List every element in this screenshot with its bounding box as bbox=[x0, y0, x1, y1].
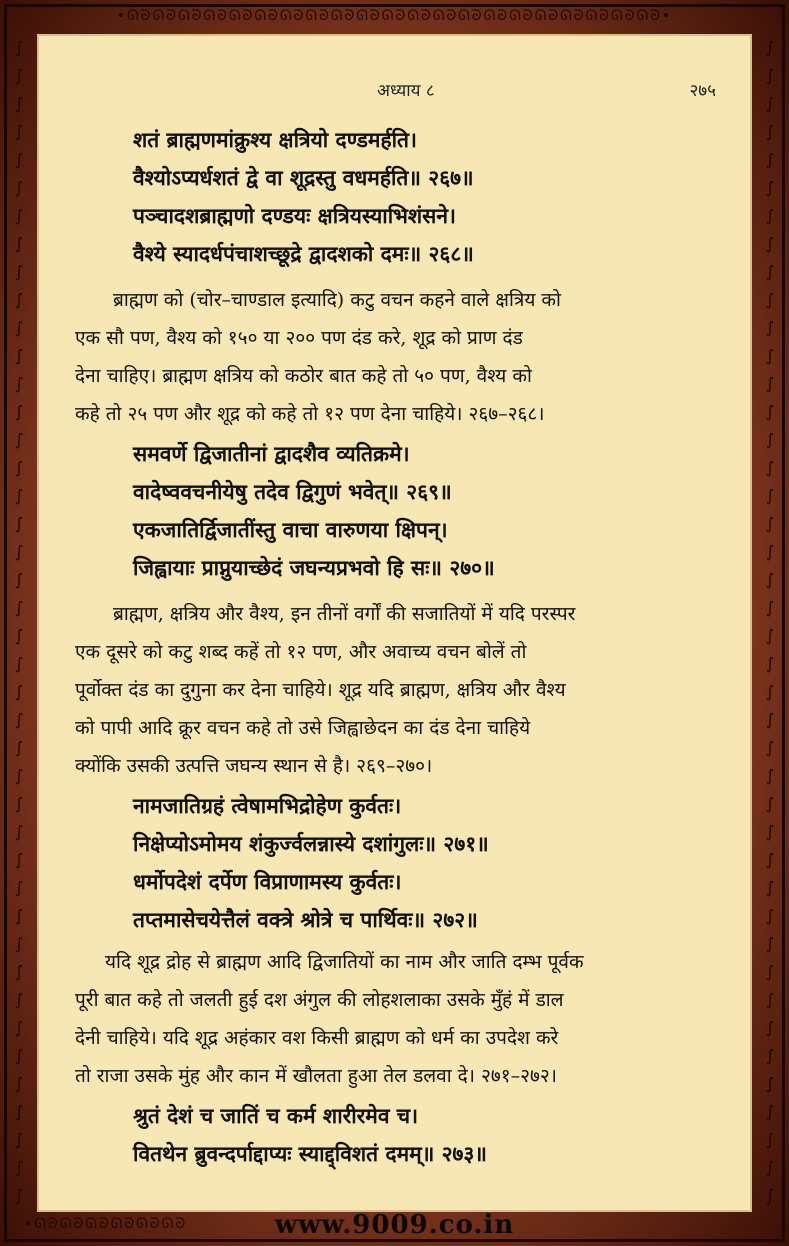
page-header bbox=[37, 78, 752, 108]
verse-line: तप्तमासेचयेत्तैलं वक्त्रे श्रोत्रे च पार्थिवः॥ २७२॥ bbox=[133, 907, 478, 932]
prose-line: एक दूसरे को कटु शब्द कहें तो १२ पण, और अवाच्य वचन बोलें तो bbox=[75, 641, 527, 663]
verse-line: वैश्ये स्यादर्धपंचाशच्छूद्रे द्वादशको दमः॥ २६८॥ bbox=[133, 241, 474, 266]
chapter-title: अध्याय ८ bbox=[377, 81, 435, 101]
page-number: २७५ bbox=[689, 81, 716, 101]
top-ornament: •ᘏᘐᘏᘐᘏᘐᘏᘐᘏᘐᘏᘐᘏᘐᘏᘐᘏᘐᘏᘐᘏᘐᘏᘐᘏᘐᘏᘐᘏᘐᘏᘐᘏᘐᘏᘐᘏᘐᘏᘐᘏᘐ• bbox=[116, 8, 673, 24]
prose-line: पूरी बात कहे तो जलती हुई दश अंगुल की लोहशलाका उसके मुँहं में डाल bbox=[75, 989, 564, 1011]
prose-line: देना चाहिए। ब्राह्मण क्षत्रिय को कठोर बात कहे तो ५० पण, वैश्य को bbox=[75, 365, 532, 387]
verse-line: वितथेन ब्रुवन्दर्पाद्दाप्यः स्याद्द्विशतं दमम्॥ २७३॥ bbox=[133, 1141, 487, 1166]
prose-line: एक सौ पण, वैश्य को १५० या २०० पण दंड करे, शूद्र को प्राण दंड bbox=[75, 327, 523, 349]
prose-line: यदि शूद्र द्रोह से ब्राह्मण आदि द्विजातियों का नाम और जाति दम्भ पूर्वक bbox=[105, 951, 584, 973]
scanned-page bbox=[37, 34, 752, 1212]
prose-line: ब्राह्मण को (चोर–चाण्डाल इत्यादि) कटु वचन कहने वाले क्षत्रिय को bbox=[113, 289, 561, 311]
verse-line: शतं ब्राह्मणमांक्रुश्य क्षत्रियो दण्डमर्हति। bbox=[133, 127, 417, 152]
verse-line: निक्षेप्योऽमोमय शंकुर्ज्वलन्नास्ये दशांगुलः॥ २७१॥ bbox=[133, 831, 489, 856]
prose-line: तो राजा उसके मुंह और कान में खौलता हुआ तेल डलवा दे। २७१–२७२। bbox=[75, 1065, 557, 1087]
verse-line: एकजातिर्द्विजातींस्तु वाचा वारुणया क्षिपन्। bbox=[133, 517, 448, 542]
verse-line: वैश्योऽप्यर्धशतं द्वे वा शूद्रस्तु वधमर्हति॥ २६७॥ bbox=[133, 165, 474, 190]
prose-line: को पापी आदि क्रूर वचन कहे तो उसे जिह्वाछेदन का दंड देना चाहिये bbox=[75, 717, 531, 739]
prose-line: ब्राह्मण, क्षत्रिय और वैश्य, इन तीनों वर्गों की सजातियों में यदि परस्पर bbox=[113, 603, 576, 625]
verse-line: धर्मोपदेशं दर्पेण विप्राणामस्य कुर्वतः। bbox=[133, 869, 402, 894]
verse-line: जिह्वायाः प्राप्नुयाच्छेदं जघन्यप्रभवो हि सः॥ २७०॥ bbox=[133, 555, 495, 580]
bottom-ornament-left: •ᘏᘐᘏᘐᘏᘐᘏᘐᘏᘐᘏᘐ bbox=[24, 1216, 188, 1232]
verse-line: नामजातिग्रहं त्वेषामभिद्रोहेण कुर्वतः। bbox=[133, 793, 402, 818]
left-ornament: ∫ ∫ ∫ ∫ ∫ ∫ ∫ ∫ ∫ ∫ ∫ ∫ ∫ ∫ ∫ ∫ ∫ ∫ ∫ ∫ ∫ ∫ ∫ ∫ ∫ ∫ ∫ ∫ ∫ ∫ ∫ ∫ ∫ ∫ ∫ ∫ ∫ ∫ ∫ ∫ ∫ ∫ bbox=[14, 38, 24, 1205]
verse-line: पञ्चादशब्राह्मणो दण्डयः क्षत्रियस्याभिशंसने। bbox=[133, 203, 456, 228]
verse-line: श्रुतं देशं च जातिं च कर्म शारीरमेव च। bbox=[133, 1103, 419, 1128]
prose-line: पूर्वोक्त दंड का दुगुना कर देना चाहिये। शूद्र यदि ब्राह्मण, क्षत्रिय और वैश्य bbox=[75, 679, 566, 701]
verse-line: वादेष्ववचनीयेषु तदेव द्विगुणं भवेत्॥ २६९॥ bbox=[133, 479, 452, 504]
right-ornament: ∫ ∫ ∫ ∫ ∫ ∫ ∫ ∫ ∫ ∫ ∫ ∫ ∫ ∫ ∫ ∫ ∫ ∫ ∫ ∫ ∫ ∫ ∫ ∫ ∫ ∫ ∫ ∫ ∫ ∫ ∫ ∫ ∫ ∫ ∫ ∫ ∫ ∫ ∫ ∫ ∫ ∫ bbox=[765, 38, 775, 1205]
prose-line: क्योंकि उसकी उत्पत्ति जघन्य स्थान से है। २६९–२७०। bbox=[75, 755, 433, 777]
verse-line: समवर्णे द्विजातीनां द्वादशैव व्यतिक्रमे। bbox=[133, 441, 410, 466]
prose-line: कहे तो २५ पण और शूद्र को कहे तो १२ पण देना चाहिये। २६७–२६८। bbox=[75, 403, 545, 425]
website-url[interactable]: www.9009.co.in bbox=[274, 1210, 515, 1240]
prose-line: देनी चाहिये। यदि शूद्र अहंकार वश किसी ब्राह्मण को धर्म का उपदेश करे bbox=[75, 1027, 559, 1049]
